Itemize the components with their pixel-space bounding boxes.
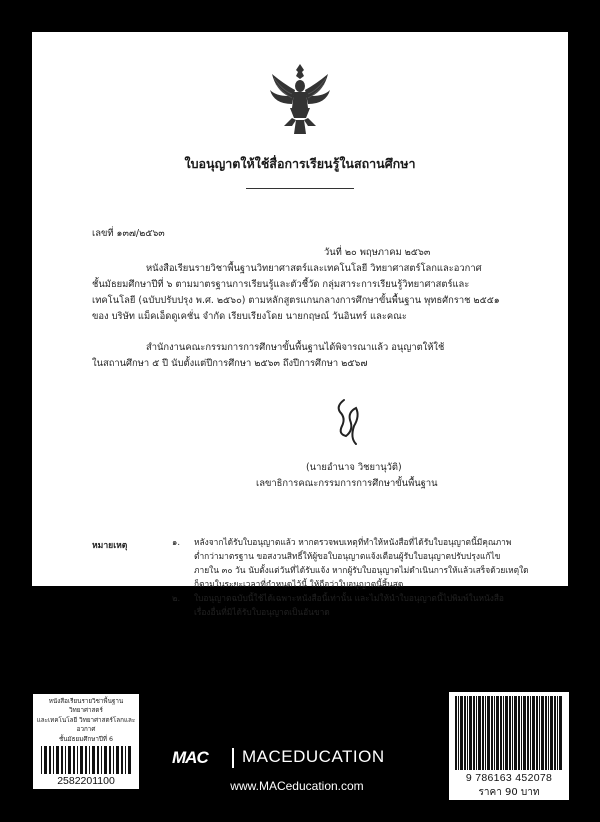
barcode-bar [514, 696, 517, 770]
barcode-bar [473, 696, 475, 770]
price: ราคา 90 บาท [478, 787, 540, 798]
barcode-bar [496, 696, 499, 770]
signer-title: เลขาธิการคณะกรรมการการศึกษาขั้นพื้นฐาน [256, 478, 438, 489]
barcode-bar [545, 696, 547, 770]
brand-logo [172, 746, 422, 770]
notes-label: หมายเหตุ [92, 541, 128, 551]
note-line: เรื่องอื่นที่มิได้รับใบอนุญาตเป็นอันขาด [194, 607, 330, 617]
barcode-bar [464, 696, 466, 770]
barcode-bar [487, 696, 490, 770]
barcode-bar [455, 696, 457, 770]
barcode-bar [541, 696, 544, 770]
body-line: สำนักงานคณะกรรมการการศึกษาขั้นพื้นฐานได้พิจารณาแล้ว อนุญาตให้ใช้ [146, 342, 445, 353]
barcode-bar [521, 696, 522, 770]
barcode-bar [80, 746, 83, 774]
signer-name: (นายอำนาจ วิชยานุวัติ) [306, 462, 402, 473]
barcode-bar [89, 746, 90, 774]
isbn-number: 9 786163 452078 [465, 772, 553, 784]
title-underline [246, 188, 354, 189]
barcode-bar [518, 696, 520, 770]
barcode-bar [53, 746, 54, 774]
garuda-emblem-icon [266, 60, 334, 138]
body-line: ชั้นมัธยมศึกษาปีที่ ๖ ตามมาตรฐานการเรียนรู้และตัวชี้วัด กลุ่มสาระการเรียนรู้วิทยาศาสตร์และ [92, 279, 470, 290]
barcode-bar [491, 696, 493, 770]
isbn-block [449, 692, 569, 800]
barcode-bar [554, 696, 556, 770]
barcode-bar [559, 696, 562, 770]
barcode-bar [523, 696, 526, 770]
barcode-bar [73, 746, 75, 774]
barcode-bar [503, 696, 504, 770]
note-line: ก็ตามในระยะเวลาที่กำหนดไว้นี้ ให้ถือว่าใบอนุญาตนี้สิ้นสุด [194, 579, 404, 589]
note-item: ๑. หลังจากได้รับใบอนุญาตแล้ว หากตรวจพบเหตุที่ทำให้หนังสือที่ได้รับใบอนุญาตนี้มีคุณภาพ [172, 537, 512, 547]
barcode-bar [485, 696, 486, 770]
barcode-bar [44, 746, 47, 774]
license-number: เลขที่ ๑๓๗/๒๕๖๓ [92, 228, 165, 239]
barcode-bar [557, 696, 558, 770]
barcode-bar [476, 696, 477, 770]
barcode-bar [121, 746, 123, 774]
barcode-icon [453, 696, 565, 772]
book-label [33, 694, 139, 789]
barcode-bar [116, 746, 119, 774]
license-date: วันที่ ๒๐ พฤษภาคม ๒๕๖๓ [324, 247, 431, 258]
barcode-bar [77, 746, 78, 774]
barcode-bar [101, 746, 102, 774]
barcode-bar [532, 696, 535, 770]
body-line: ในสถานศึกษา ๕ ปี นับตั้งแต่ปีการศึกษา ๒๕๖๓ ถึงปีการศึกษา ๒๕๖๗ [92, 358, 368, 369]
barcode-bar [527, 696, 529, 770]
barcode-bar [530, 696, 531, 770]
brand-name: MACEDUCATION [242, 747, 385, 766]
barcode-bar [85, 746, 87, 774]
barcode-bar [548, 696, 549, 770]
barcode-bar [56, 746, 59, 774]
body-line: หนังสือเรียนรายวิชาพื้นฐานวิทยาศาสตร์และเทคโนโลยี วิทยาศาสตร์โลกและอวกาศ [146, 263, 482, 274]
barcode-bar [539, 696, 540, 770]
barcode-bar [61, 746, 63, 774]
barcode-bar [500, 696, 502, 770]
signature [326, 396, 366, 448]
barcode-bar [65, 746, 66, 774]
barcode-bar [460, 696, 463, 770]
brand-mark: MAC [172, 748, 208, 767]
barcode-bar [92, 746, 95, 774]
book-label-text: หนังสือเรียนรายวิชาพื้นฐานวิทยาศาสตร์ และเทคโนโลยี วิทยาศาสตร์โลกและอวกาศ ชั้นมัธยมศึกษาปีที่ 6 [36, 698, 136, 743]
barcode-bar [478, 696, 481, 770]
body-line: ของ บริษัท แม็คเอ็ดดูเคชั่น จำกัด เรียบเรียงโดย นายกฤษณ์ วันอินทร์ และคณะ [92, 311, 407, 322]
barcode-bar [469, 696, 472, 770]
website-url: www.MACeducation.com [230, 779, 364, 793]
document-title: ใบอนุญาตให้ใช้สื่อการเรียนรู้ในสถานศึกษา [184, 156, 416, 171]
barcode-bar [467, 696, 468, 770]
barcode-icon [39, 746, 133, 774]
barcode-bar [41, 746, 42, 774]
barcode-bar [104, 746, 107, 774]
barcode-bar [509, 696, 511, 770]
barcode-bar [458, 696, 459, 770]
barcode-bar [505, 696, 508, 770]
sku-number: 2582201100 [57, 775, 115, 788]
barcode-bar [125, 746, 126, 774]
barcode-bar [550, 696, 553, 770]
body-line: เทคโนโลยี (ฉบับปรับปรุง พ.ศ. ๒๕๖๐) ตามหลักสูตรแกนกลางการศึกษาขั้นพื้นฐาน พุทธศักราช ๒๕๕๑ [92, 295, 500, 306]
barcode-bar [482, 696, 484, 770]
barcode-bar [113, 746, 114, 774]
note-line: ต่ำกว่ามาตรฐาน ขอสงวนสิทธิ์ให้ผู้ขอใบอนุญาตแจ้งเตือนผู้รับใบอนุญาตปรับปรุงแก้ไข [194, 551, 501, 561]
barcode-bar [128, 746, 131, 774]
barcode-bar [512, 696, 513, 770]
barcode-bar [97, 746, 99, 774]
note-item: ๒. ใบอนุญาตฉบับนี้ใช้ได้เฉพาะหนังสือนี้เท่านั้น และไม่ให้นำใบอนุญาตนี้ไปพิมพ์ในหนังสือ [172, 593, 504, 603]
barcode-bar [494, 696, 495, 770]
barcode-bar [536, 696, 538, 770]
barcode-bar [49, 746, 51, 774]
barcode-bar [68, 746, 71, 774]
note-line: ภายใน ๓๐ วัน นับตั้งแต่วันที่ได้รับแจ้ง หากผู้รับใบอนุญาตไม่ดำเนินการให้แล้วเสร็จด้วยเหตุใด [194, 565, 529, 575]
brand-divider [232, 748, 234, 768]
barcode-bar [109, 746, 111, 774]
